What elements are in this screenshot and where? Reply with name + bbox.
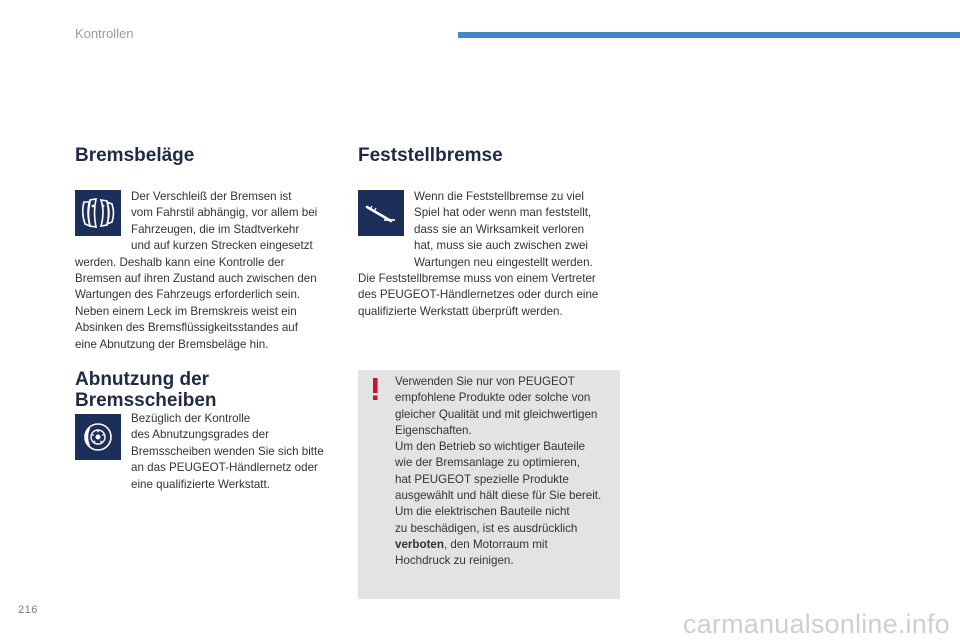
text-line: Bremsen auf ihren Zustand auch zwischen den: [75, 272, 317, 286]
bremsbelaege-text: [75, 189, 317, 353]
text-line: hat, muss sie auch zwischen zwei: [414, 239, 588, 253]
brake-disc-icon: [75, 414, 121, 460]
text-line: empfohlene Produkte oder solche von: [395, 391, 591, 405]
text-line: werden. Deshalb kann eine Kontrolle der: [75, 255, 285, 269]
text-line: eine qualifizierte Werkstatt.: [131, 477, 270, 491]
text-line: Absinken des Bremsflüssigkeitsstandes auf: [75, 321, 298, 335]
text-line: Wenn die Feststellbremse zu viel: [414, 190, 584, 203]
text-line: Fahrzeugen, die im Stadtverkehr: [131, 222, 300, 236]
heading-bremsscheiben: [75, 369, 217, 411]
notice-text: [395, 374, 601, 570]
text-line: des Abnutzungsgrades der: [131, 428, 269, 442]
watermark: carmanualsonline.info: [683, 609, 950, 639]
text-line: zu beschädigen, ist es ausdrücklich: [395, 521, 578, 535]
heading-bremsbelaege: Bremsbeläge: [75, 145, 195, 166]
text-line: Verwenden Sie nur von PEUGEOT: [395, 375, 575, 388]
text-line: Um den Betrieb so wichtiger Bauteile: [395, 440, 586, 454]
text-line: Wartungen neu eingestellt werden.: [414, 255, 593, 269]
notice-box: [358, 370, 620, 599]
text-line: und auf kurzen Strecken eingesetzt: [131, 239, 313, 253]
text-line: Bezüglich der Kontrolle: [131, 412, 251, 425]
text-line: dass sie an Wirksamkeit verloren: [414, 222, 585, 236]
heading-line: Bremsscheiben: [75, 390, 217, 411]
bremsscheiben-text: [131, 411, 324, 493]
text-line: qualifizierte Werkstatt überprüft werden.: [358, 304, 563, 318]
text-line: Spiel hat oder wenn man feststellt,: [414, 206, 592, 220]
text-line: Bremsscheiben wenden Sie sich bitte: [131, 444, 324, 458]
text-fragment: , den Motorraum mit: [443, 537, 548, 551]
text-line: vom Fahrstil abhängig, vor allem bei: [131, 206, 318, 220]
text-line: des PEUGEOT-Händlernetzes oder durch eine: [358, 288, 599, 302]
text-line: hat PEUGEOT spezielle Produkte: [395, 472, 569, 486]
text-line: wie der Bremsanlage zu optimieren,: [395, 456, 580, 470]
text-line: gleicher Qualität und mit gleichwertigen: [395, 407, 598, 421]
heading-feststellbremse: Feststellbremse: [358, 145, 503, 166]
text-line: Eigenschaften.: [395, 423, 472, 437]
text-line: Wartungen des Fahrzeugs erforderlich sein.: [75, 288, 301, 302]
text-line: an das PEUGEOT-Händlernetz oder: [131, 461, 318, 475]
text-line: eine Abnutzung der Bremsbeläge hin.: [75, 337, 269, 351]
text-line: [395, 537, 601, 553]
text-line: Der Verschleiß der Bremsen ist: [131, 190, 292, 203]
header-section-title: Kontrollen: [75, 26, 134, 41]
bold-word: verboten: [395, 537, 444, 551]
text-line: Hochdruck zu reinigen.: [395, 554, 514, 568]
feststellbremse-text: [358, 189, 598, 320]
text-line: Um die elektrischen Bauteile nicht: [395, 505, 570, 519]
text-line: Neben einem Leck im Bremskreis weist ein: [75, 304, 297, 318]
header-accent-bar: [458, 32, 960, 38]
text-line: Die Feststellbremse muss von einem Vertreter: [358, 272, 596, 286]
page-number: 216: [18, 604, 38, 616]
text-line: ausgewählt und hält diese für Sie bereit.: [395, 489, 602, 503]
heading-line: Abnutzung der: [75, 369, 210, 390]
exclamation-warning-icon: [368, 377, 382, 401]
